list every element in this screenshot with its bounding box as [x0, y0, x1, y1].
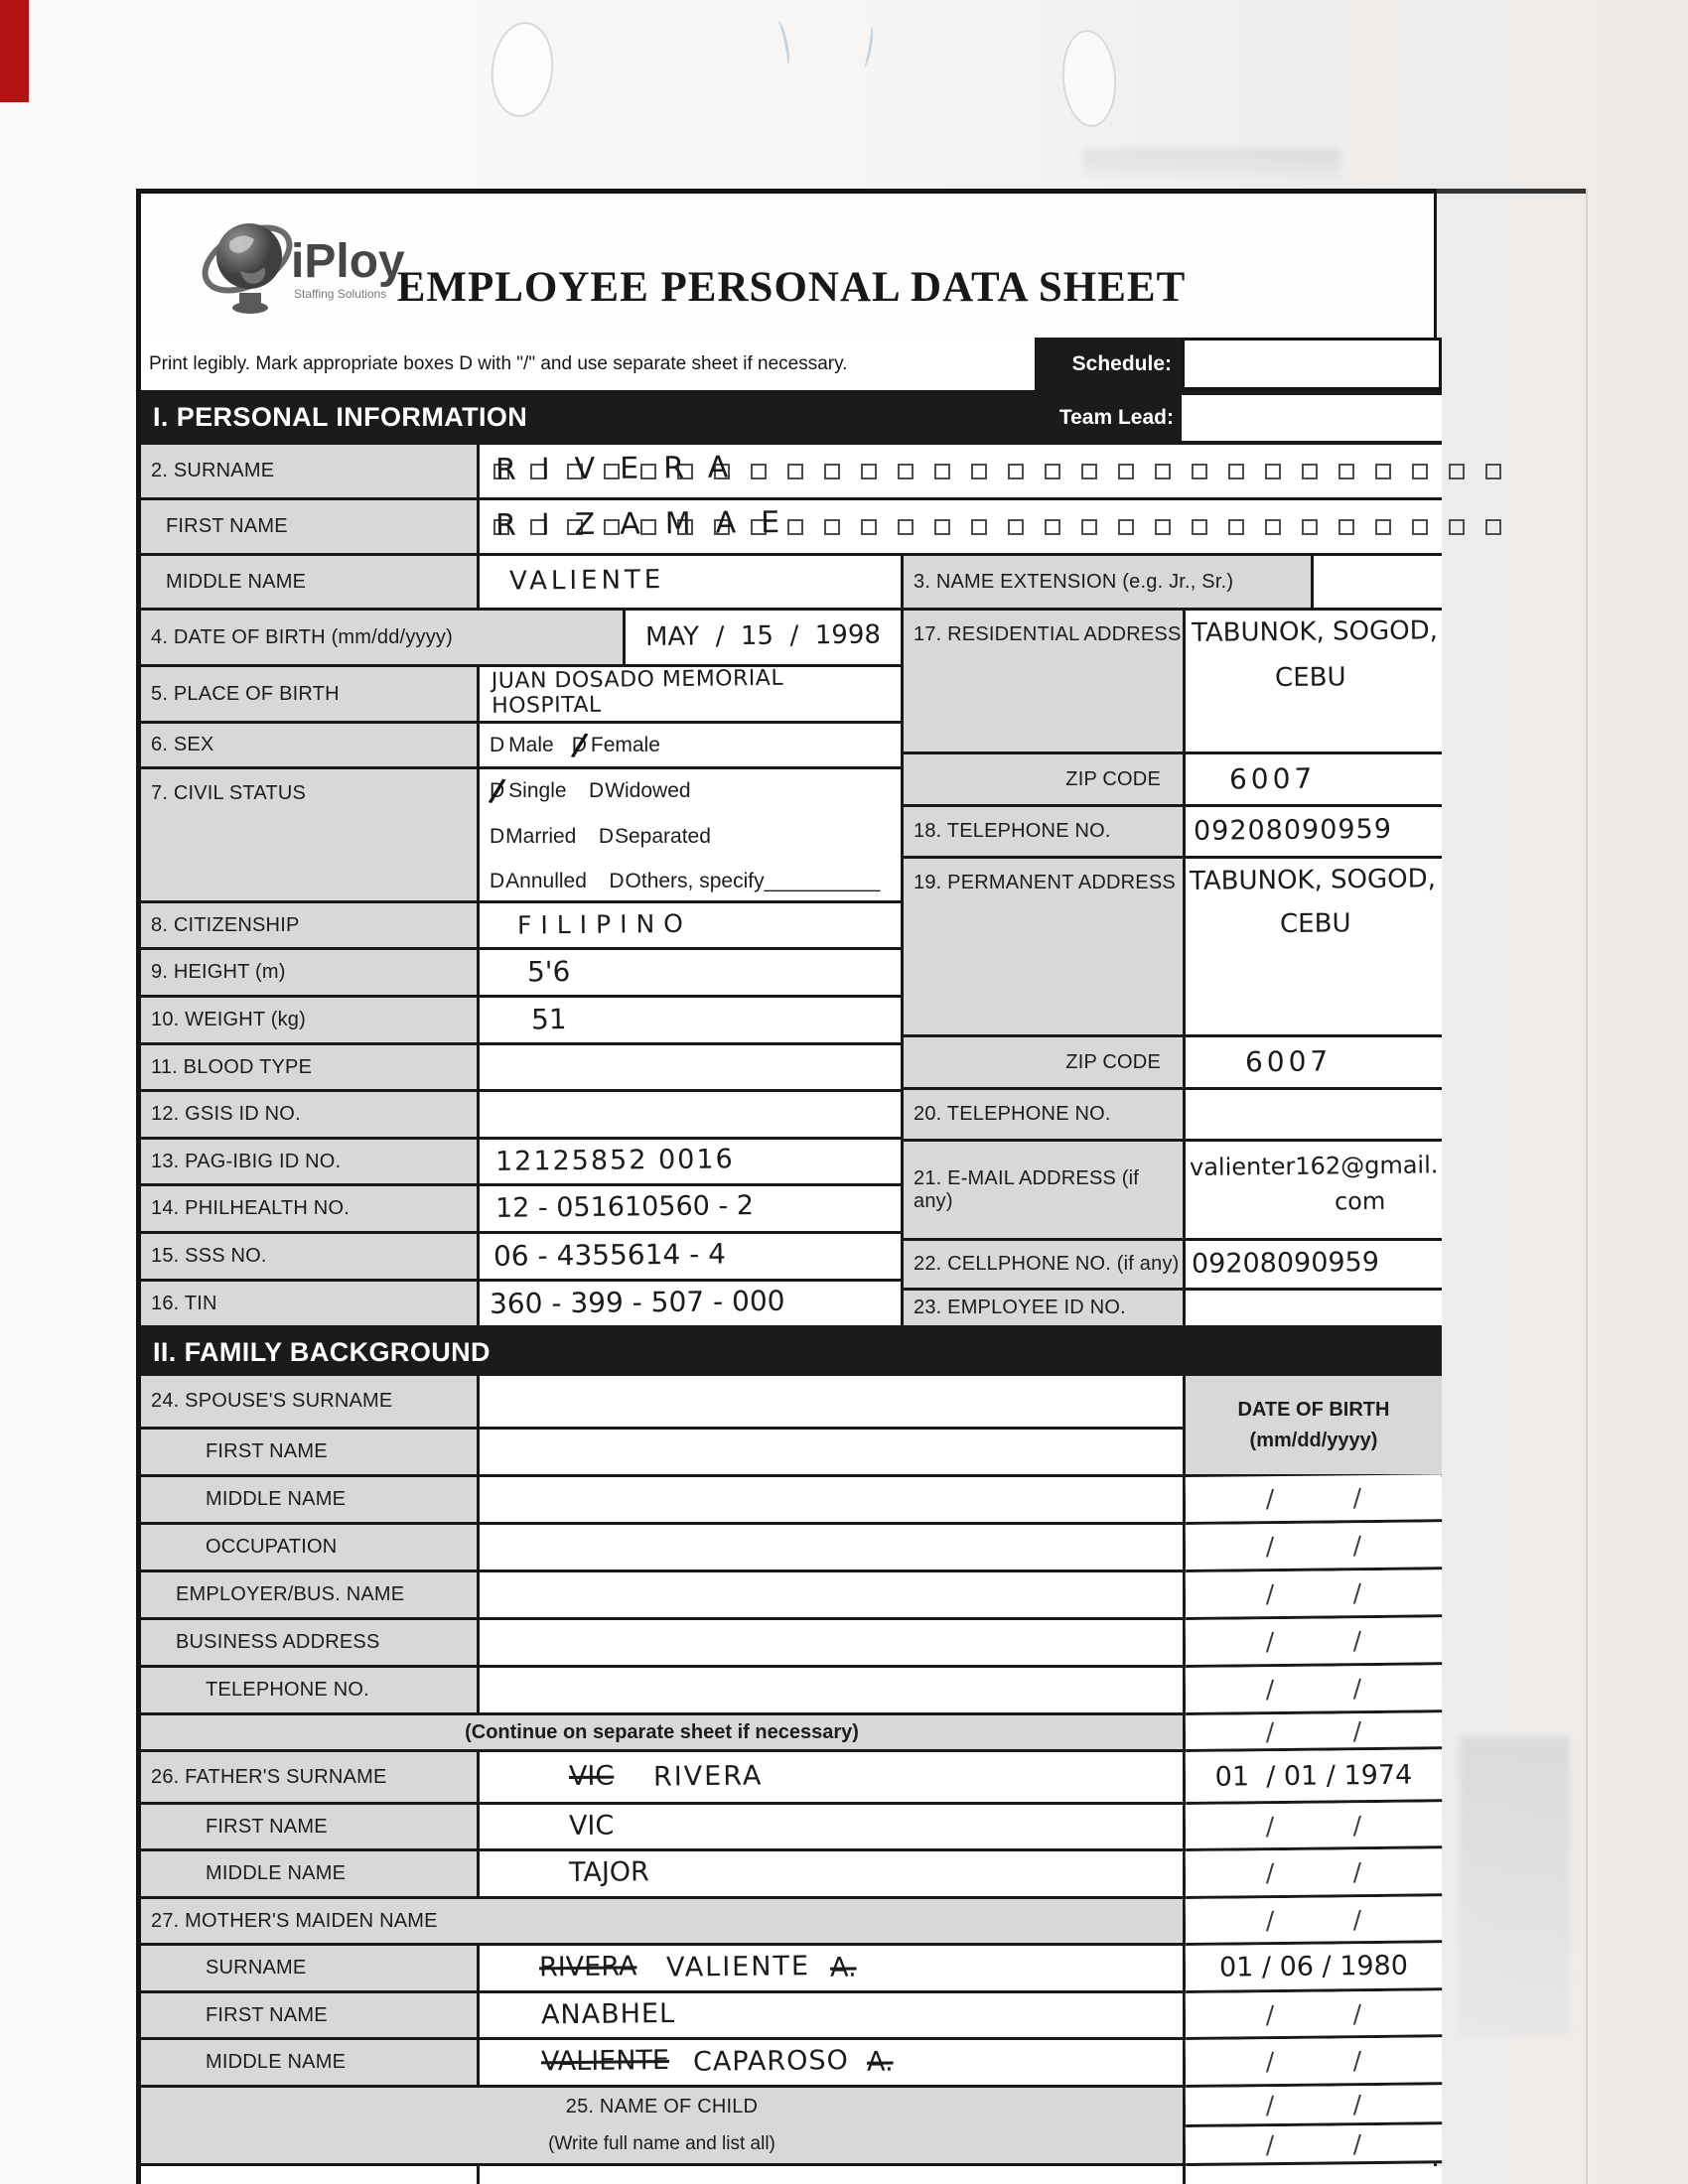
name-of-child-note: (Write full name and list all) — [548, 2133, 775, 2155]
gsis-value — [480, 1092, 904, 1140]
father-middle-name-value — [480, 1851, 1186, 1899]
weight-value — [480, 998, 904, 1045]
clip-mark-artifact — [773, 19, 791, 66]
brand-name: iPloy — [291, 235, 405, 288]
mother-first-name-handwriting: ANABHEL — [540, 1997, 676, 2030]
employee-id-label: 23. EMPLOYEE ID NO. — [904, 1291, 1186, 1328]
dob-empty: / / — [1186, 1990, 1442, 2040]
bleedthrough-smudge — [1460, 1737, 1569, 2035]
letter-box — [1375, 519, 1391, 535]
letter-box — [1302, 519, 1318, 535]
section1-title: I. PERSONAL INFORMATION — [153, 402, 528, 432]
dob-column-header — [1186, 1376, 1442, 1477]
father-middle-name-handwriting: TAJOR — [568, 1856, 649, 1889]
civil-status-label: 7. CIVIL STATUS — [141, 769, 480, 903]
checkbox-glyph: D — [598, 825, 614, 848]
telephone-permanent-value — [1186, 1090, 1442, 1142]
zip-code-value — [1186, 754, 1442, 807]
letter-box — [1412, 519, 1428, 535]
father-surname-label: 26. FATHER'S SURNAME — [141, 1752, 480, 1805]
checkbox-glyph: D — [490, 733, 505, 756]
mother-middle-name-label: MIDDLE NAME — [141, 2040, 480, 2088]
spouse-surname-value — [480, 1376, 1186, 1430]
team-lead-value-box — [1182, 395, 1442, 441]
father-first-name-handwriting: VIC — [568, 1810, 615, 1842]
weight-label: 10. WEIGHT (kg) — [141, 998, 480, 1045]
mother-maiden-name-label: 27. MOTHER'S MAIDEN NAME — [141, 1899, 1186, 1946]
date-of-birth-handwriting: MAY / 15 / 1998 — [644, 619, 882, 652]
permanent-address-line1: TABUNOK, SOGOD, — [1189, 864, 1437, 896]
binder-hole-artifact — [1059, 28, 1120, 129]
occupation-value — [480, 1525, 1186, 1572]
middle-name-value — [480, 556, 904, 611]
father-dob: 01 / 01 / 1974 — [1186, 1749, 1443, 1805]
checkbox-married: D Married — [490, 825, 577, 848]
letter-box — [1485, 519, 1501, 535]
sss-handwriting: 06 - 4355614 - 4 — [492, 1237, 727, 1273]
checkbox-male: D Male — [490, 733, 554, 756]
father-middle-name-label: MIDDLE NAME — [141, 1851, 480, 1899]
cutoff-row-cell — [480, 2166, 1186, 2184]
letter-box — [824, 464, 840, 479]
height-label: 9. HEIGHT (m) — [141, 950, 480, 998]
checkbox-glyph: D / — [490, 779, 504, 803]
philhealth-value — [480, 1186, 904, 1234]
philhealth-handwriting: 12 - 051610560 - 2 — [494, 1190, 755, 1224]
civil-status-line2 — [490, 825, 729, 849]
letter-box — [1449, 464, 1465, 479]
telephone-permanent-label: 20. TELEPHONE NO. — [904, 1090, 1186, 1142]
blood-type-label: 11. BLOOD TYPE — [141, 1045, 480, 1092]
civil-status-value — [480, 769, 904, 903]
continue-note: (Continue on separate sheet if necessary) — [141, 1715, 1186, 1752]
personal-data-sheet-form — [136, 189, 1437, 2184]
letter-box — [1118, 464, 1134, 479]
letter-box — [1228, 519, 1244, 535]
residential-address-line2: CEBU — [1274, 662, 1346, 694]
pag-ibig-handwriting: 12125852 0016 — [494, 1143, 735, 1177]
mother-first-name-label: FIRST NAME — [141, 1993, 480, 2040]
date-of-birth-value — [626, 611, 904, 667]
family-telephone-value — [480, 1668, 1186, 1715]
father-surname-value — [480, 1752, 1186, 1805]
employee-id-value — [1186, 1291, 1442, 1328]
dob-empty: / / — [1186, 1522, 1442, 1572]
letter-box — [898, 464, 914, 479]
pag-ibig-value — [480, 1140, 904, 1186]
dob-header-line2: (mm/dd/yyyy) — [1249, 1429, 1378, 1451]
tin-label: 16. TIN — [141, 1282, 480, 1328]
red-corner-mark — [0, 0, 29, 102]
letter-box — [971, 464, 987, 479]
father-surname-struck: VIC — [568, 1760, 615, 1792]
dob-empty: / / — [1186, 1474, 1442, 1525]
checkbox-female: D / Female — [572, 734, 660, 757]
first-name-handwriting: RIZAMAE — [494, 504, 805, 543]
letter-box — [1265, 464, 1281, 479]
zip-code-permanent-handwriting: 6007 — [1244, 1043, 1333, 1078]
schedule-label: Schedule: — [1071, 351, 1172, 375]
letter-box — [1008, 464, 1024, 479]
zip-code-permanent-value — [1186, 1037, 1442, 1090]
first-name-label: FIRST NAME — [141, 500, 480, 556]
dob-empty: / / — [1186, 1802, 1442, 1851]
mother-surname-struck: RIVERA — [538, 1951, 637, 1983]
brand-tagline: Staffing Solutions — [294, 287, 387, 301]
cellphone-handwriting: 09208090959 — [1191, 1246, 1380, 1280]
employer-value — [480, 1572, 1186, 1620]
tin-value — [480, 1282, 904, 1328]
permanent-address-label: 19. PERMANENT ADDRESS — [904, 859, 1186, 1037]
place-of-birth-handwriting: JUAN DOSADO MEMORIAL HOSPITAL — [491, 665, 784, 719]
zip-code-label: ZIP CODE — [904, 754, 1186, 807]
team-lead-label: Team Lead: — [1058, 405, 1174, 429]
instructions-text: Print legibly. Mark appropriate boxes D with "/" and use separate sheet if necessary. — [149, 352, 848, 374]
letter-box — [1265, 519, 1281, 535]
section2-bar — [141, 1328, 1442, 1376]
surname-label: 2. SURNAME — [141, 445, 480, 500]
binder-hole-artifact — [487, 19, 558, 120]
civil-status-line1 — [490, 779, 709, 803]
checkbox-separated: D Separated — [598, 825, 711, 848]
height-handwriting: 5'6 — [526, 955, 571, 989]
telephone-label: 18. TELEPHONE NO. — [904, 807, 1186, 859]
sex-label: 6. SEX — [141, 724, 480, 769]
letter-box — [1045, 519, 1060, 535]
checkbox-glyph: D — [609, 870, 625, 892]
letter-box — [1338, 519, 1354, 535]
letter-box — [824, 519, 840, 535]
letter-box — [934, 464, 950, 479]
residential-address-value — [1186, 611, 1442, 754]
name-extension-label: 3. NAME EXTENSION (e.g. Jr., Sr.) — [904, 556, 1314, 611]
mother-middle-mark-struck: A. — [866, 2046, 894, 2078]
letter-box — [1338, 464, 1354, 479]
dob-empty: / / — [1186, 2037, 1442, 2088]
zip-code-handwriting: 6007 — [1228, 761, 1317, 796]
letter-box — [934, 519, 950, 535]
letter-box — [971, 519, 987, 535]
letter-box — [1302, 464, 1318, 479]
letter-box — [1081, 519, 1097, 535]
family-telephone-label: TELEPHONE NO. — [141, 1668, 480, 1715]
letter-box — [1118, 519, 1134, 535]
letter-box — [1228, 464, 1244, 479]
business-address-value — [480, 1620, 1186, 1668]
letter-box — [1412, 464, 1428, 479]
mother-surname-label: SURNAME — [141, 1946, 480, 1993]
dob-empty: / / — [1186, 1570, 1442, 1620]
employer-label: EMPLOYER/BUS. NAME — [141, 1572, 480, 1620]
email-value — [1186, 1142, 1442, 1241]
dob-empty: / / — [1186, 2085, 1442, 2127]
dob-empty: / / — [1186, 2124, 1442, 2166]
letter-box — [1155, 464, 1171, 479]
business-address-label: BUSINESS ADDRESS — [141, 1620, 480, 1668]
schedule-label-box — [1035, 338, 1182, 390]
spouse-middle-name-label: MIDDLE NAME — [141, 1477, 480, 1525]
section2-title: II. FAMILY BACKGROUND — [153, 1336, 491, 1367]
gsis-label: 12. GSIS ID NO. — [141, 1092, 480, 1140]
checkbox-glyph: D / — [572, 734, 587, 757]
bleedthrough-smudge — [1082, 149, 1340, 177]
sss-label: 15. SSS NO. — [141, 1234, 480, 1282]
checkbox-glyph: D — [589, 779, 605, 802]
middle-name-handwriting: VALIENTE — [508, 565, 665, 597]
letter-box — [787, 464, 803, 479]
tin-handwriting: 360 - 399 - 507 - 000 — [489, 1284, 785, 1320]
letter-box — [1485, 464, 1501, 479]
form-title: EMPLOYEE PERSONAL DATA SHEET — [396, 264, 1187, 311]
blood-type-value — [480, 1045, 904, 1092]
spouse-surname-label: 24. SPOUSE'S SURNAME — [141, 1376, 480, 1430]
spouse-first-name-value — [480, 1430, 1186, 1477]
zip-code-permanent-label: ZIP CODE — [904, 1037, 1186, 1090]
mother-middle-name-handwriting: CAPAROSO — [692, 2045, 849, 2078]
letter-box — [1192, 464, 1207, 479]
mother-surname-handwriting: VALIENTE — [666, 1951, 811, 1983]
telephone-value — [1186, 807, 1442, 859]
checkbox-annulled: D Annulled — [490, 870, 587, 892]
residential-address-label: 17. RESIDENTIAL ADDRESS — [904, 611, 1186, 754]
dob-header-line1: DATE OF BIRTH — [1237, 1398, 1390, 1421]
dob-empty: / / — [1186, 1617, 1442, 1668]
clip-mark-artifact — [859, 26, 875, 68]
mother-surname-value — [480, 1946, 1186, 1993]
checkbox-glyph: D — [490, 825, 505, 848]
dob-empty: / / — [1186, 1665, 1442, 1715]
date-of-birth-label: 4. DATE OF BIRTH (mm/dd/yyyy) — [141, 611, 626, 667]
pag-ibig-label: 13. PAG-IBIG ID NO. — [141, 1140, 480, 1186]
letter-box — [1449, 519, 1465, 535]
spouse-middle-name-value — [480, 1477, 1186, 1525]
spouse-first-name-label: FIRST NAME — [141, 1430, 480, 1477]
letter-box — [1008, 519, 1024, 535]
checkbox-widowed: D Widowed — [589, 779, 691, 802]
name-extension-value — [1314, 556, 1442, 611]
mother-middle-name-value — [480, 2040, 1186, 2088]
civil-status-line3 — [490, 870, 898, 893]
citizenship-handwriting: FILIPINO — [516, 908, 693, 940]
checkbox-glyph: D — [490, 870, 505, 892]
cutoff-row-cell — [1186, 2166, 1442, 2184]
father-first-name-value — [480, 1805, 1186, 1851]
occupation-label: OCCUPATION — [141, 1525, 480, 1572]
cellphone-label: 22. CELLPHONE NO. (if any) — [904, 1241, 1186, 1291]
height-value — [480, 950, 904, 998]
email-line1: valienter162@gmail. — [1189, 1151, 1439, 1181]
weight-handwriting: 51 — [530, 1003, 567, 1036]
letter-box — [1045, 464, 1060, 479]
letter-box — [861, 519, 877, 535]
sex-value — [480, 724, 904, 769]
mother-first-name-value — [480, 1993, 1186, 2040]
letter-box — [1192, 519, 1207, 535]
mother-dob: 01 / 06 / 1980 — [1186, 1943, 1442, 1993]
sss-value — [480, 1234, 904, 1282]
permanent-address-line2: CEBU — [1279, 908, 1351, 940]
dob-empty: / / — [1186, 1896, 1442, 1946]
middle-name-label: MIDDLE NAME — [141, 556, 480, 611]
border-extension — [1437, 189, 1586, 194]
citizenship-value — [480, 903, 904, 950]
father-surname-handwriting: RIVERA — [653, 1759, 764, 1793]
email-line2: com — [1334, 1186, 1386, 1216]
citizenship-label: 8. CITIZENSHIP — [141, 903, 480, 950]
mother-middle-struck: VALIENTE — [540, 2045, 670, 2078]
instructions-row — [141, 338, 1035, 390]
letter-box — [861, 464, 877, 479]
philhealth-label: 14. PHILHEALTH NO. — [141, 1186, 480, 1234]
checkbox-others: D Others, specify__________ — [609, 870, 881, 892]
dob-empty: / / — [1186, 1712, 1442, 1752]
telephone-handwriting: 09208090959 — [1193, 813, 1393, 847]
letter-box — [898, 519, 914, 535]
name-of-child-label: 25. NAME OF CHILD — [565, 2095, 759, 2117]
mother-surname-mark-struck: A. — [830, 1952, 858, 1983]
first-name-value — [480, 500, 1442, 556]
cellphone-value — [1186, 1241, 1442, 1291]
permanent-address-value — [1186, 859, 1442, 1037]
cutoff-row-cell — [141, 2166, 480, 2184]
letter-box — [1375, 464, 1391, 479]
surname-value — [480, 445, 1442, 500]
dob-empty: / / — [1186, 1848, 1442, 1899]
place-of-birth-value — [480, 667, 904, 724]
surname-handwriting: RIVERA — [494, 450, 754, 487]
place-of-birth-label: 5. PLACE OF BIRTH — [141, 667, 480, 724]
letter-box — [1155, 519, 1171, 535]
residential-address-line1: TABUNOK, SOGOD, — [1191, 615, 1439, 648]
checkbox-single: D / Single — [490, 779, 567, 803]
email-label: 21. E-MAIL ADDRESS (if any) — [904, 1142, 1186, 1241]
scan-fold-line — [1586, 189, 1588, 2184]
letter-box — [1081, 464, 1097, 479]
schedule-value-box — [1182, 338, 1442, 390]
father-first-name-label: FIRST NAME — [141, 1805, 480, 1851]
name-of-child-block — [141, 2088, 1186, 2166]
